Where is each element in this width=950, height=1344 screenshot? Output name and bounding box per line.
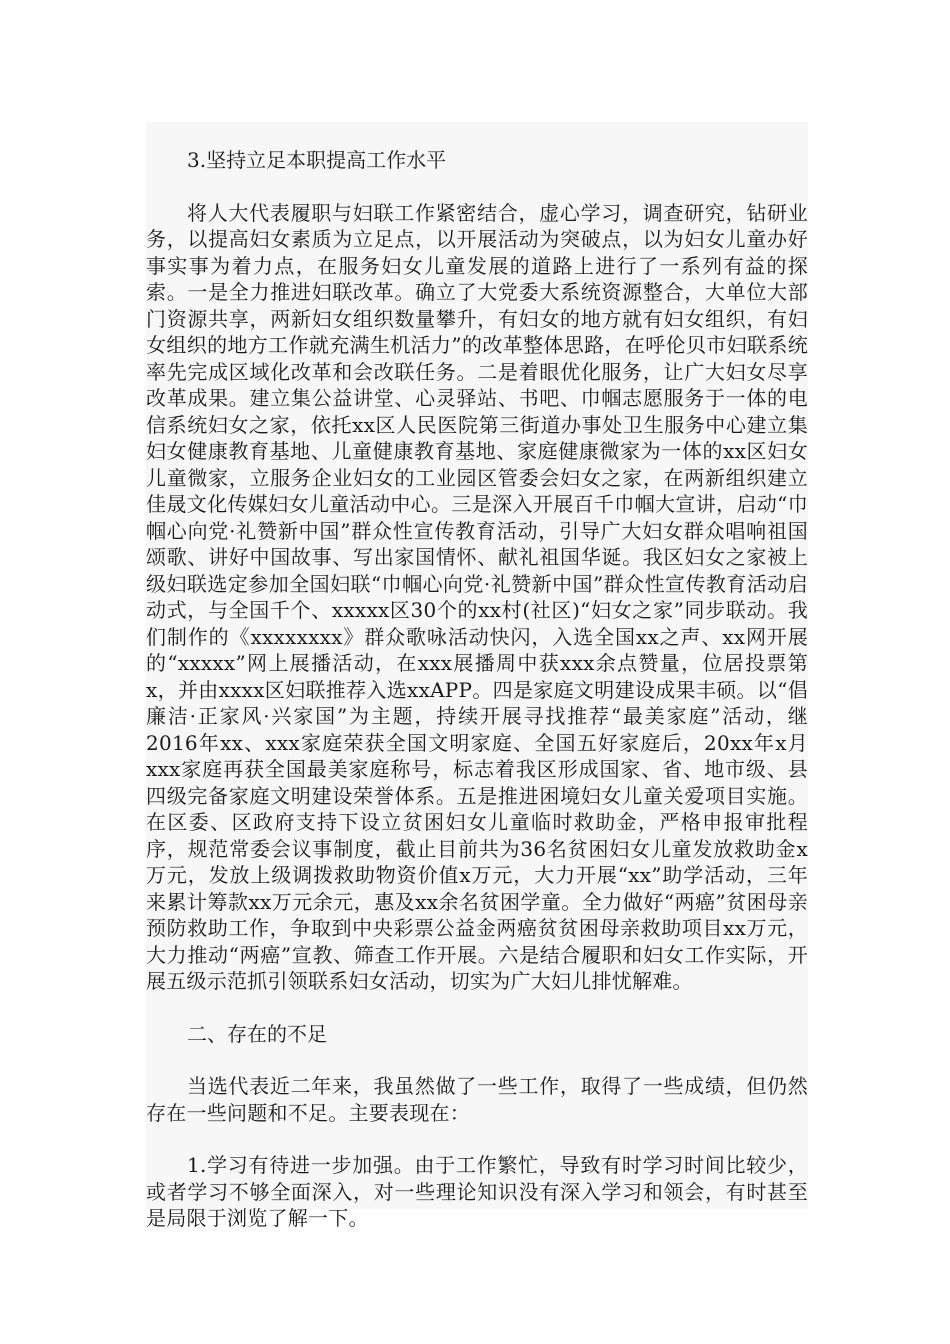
paragraph-intro: 当选代表近二年来，我虽然做了一些工作，取得了一些成绩，但仍然存在一些问题和不足。主要表现在：: [146, 1074, 808, 1125]
document-body: [146, 122, 808, 1232]
section-heading-shortcomings: 二、存在的不足: [187, 1021, 327, 1046]
paragraph-item-1: 1.学习有待进一步加强。由于工作繁忙，导致有时学习时间比较少，或者学习不够全面深入，对一些理论知识没有深入学习和领会，有时甚至是局限于浏览了解一下。: [146, 1153, 808, 1230]
paragraph-main-achievements: 将人大代表履职与妇联工作紧密结合，虚心学习，调查研究，钻研业务，以提高妇女素质为立足点，以开展活动为突破点，以为妇女儿童办好事实事为着力点，在服务妇女儿童发展的道路上进行了一系列有益的探索。一是全力推进妇联改革。确立了大党委大系统资源整合，大单位大部门资源共享，两新妇女组织数量攀升，有妇女的地方就有妇女组织，有妇女组织的地方工作就充满生机活力”的改革整体思路，在呼伦贝市妇联系统率先完成区域化改革和会改联任务。二是着眼优化服务，让广大妇女尽享改革成果。建立集公益讲堂、心灵驿站、书吧、巾帼志愿服务于一体的电信系统妇女之家，依托xx区人民医院第三街道办事处卫生服务中心建立集妇女健康教育基地、儿童健康教育基地、家庭健康微家为一体的xx区妇女儿童微家，立服务企业妇女的工业园区管委会妇女之家，在两新组织建立佳晟文化传媒妇女儿童活动中心。三是深入开展百千巾帼大宣讲，启动“巾帼心向党·礼赞新中国”群众性宣传教育活动，引导广大妇女群众唱响祖国颂歌、讲好中国故事、写出家国情怀、献礼祖国华诞。我区妇女之家被上级妇联选定参加全国妇联“巾帼心向党·礼赞新中国”群众性宣传教育活动启动式，与全国千个、xxxxx区30个的xx村(社区)“妇女之家”同步联动。我们制作的《xxxxxxxx》群众歌咏活动快闪，入选全国xx之声、xx网开展的“xxxxx”网上展播活动，在xxx展播周中获xxx余点赞量，位居投票第x，并由xxxx区妇联推荐入选xxAPP。四是家庭文明建设成果丰硕。以“倡廉洁·正家风·兴家国”为主题，持续开展寻找推荐“最美家庭”活动，继2016年xx、xxx家庭荣获全国文明家庭、全国五好家庭后，20xx年x月xxx家庭再获全国最美家庭称号，标志着我区形成国家、省、地市级、县四级完备家庭文明建设荣誉体系。五是推进困境妇女儿童关爱项目实施。在区委、区政府支持下设立贫困妇女儿童临时救助金，严格申报审批程序，规范常委会议事制度，截止目前共为36名贫困妇女儿童发放救助金x万元，发放上级调拨救助物资价值x万元，大力开展“xx”助学活动，三年来累计筹款xx万元余元，惠及xx余名贫困学童。全力做好“两癌”贫困母亲预防救助工作，争取到中央彩票公益金两癌贫贫困母亲救助项目xx万元，大力推动“两癌”宣教、筛查工作开展。六是结合履职和妇女工作实际，开展五级示范抓引领联系妇女活动，切实为广大妇儿排忧解难。: [146, 200, 808, 993]
section-heading-3: 3.坚持立足本职提高工作水平: [187, 148, 447, 172]
